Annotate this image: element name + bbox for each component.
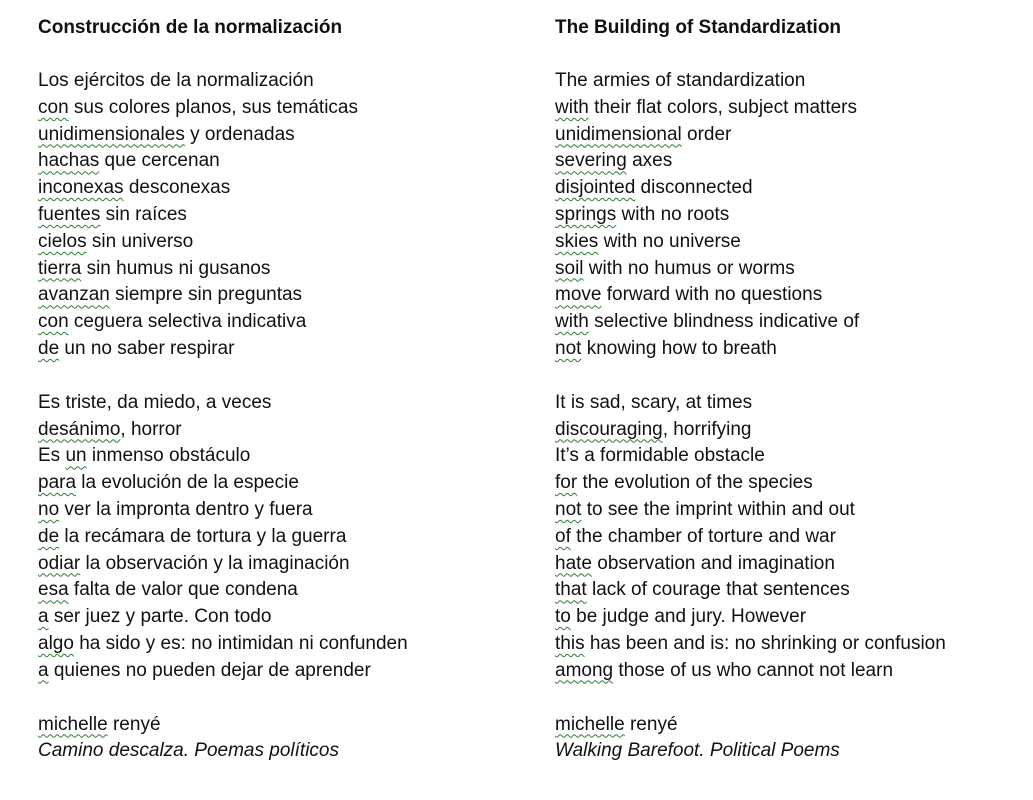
line-text: Los ejércitos de la normalización [38, 70, 314, 91]
line-text: , horrifying [662, 418, 752, 440]
poem-line [38, 148, 518, 175]
spellcheck-flagged-word: un [65, 445, 87, 467]
poem-line [555, 148, 1025, 175]
line-text: falta de valor que condena [68, 579, 298, 601]
line-text: It’s a formidable obstacle [555, 445, 765, 467]
line-text: Es triste, da miedo, a veces [38, 391, 272, 413]
spanish-signature [38, 712, 518, 766]
poem-line [38, 524, 518, 551]
english-stanza-2 [555, 390, 1025, 685]
author-first-name: michelle [555, 713, 625, 735]
author-last-name: renyé [624, 713, 678, 735]
spellcheck-flagged-word: with [555, 96, 589, 118]
spellcheck-flagged-word: de [38, 337, 60, 359]
english-poem-title: The Building of Standardization [555, 17, 842, 38]
line-text: sus colores planos, sus temáticas [68, 96, 358, 118]
spellcheck-flagged-word: a [38, 659, 49, 681]
poem-line [38, 282, 518, 309]
spanish-stanza-2 [38, 390, 518, 685]
line-text: quienes no pueden dejar de aprender [48, 659, 371, 681]
line-text: axes [626, 150, 673, 172]
poem-line [38, 577, 518, 604]
line-text: the evolution of the species [577, 472, 813, 494]
spellcheck-flagged-word: algo [38, 632, 74, 654]
spellcheck-flagged-word: not [555, 498, 582, 520]
poem-line [555, 68, 1025, 95]
spellcheck-flagged-word: not [555, 337, 582, 359]
spellcheck-flagged-word: desánimo [38, 418, 121, 440]
line-text: sin raíces [100, 203, 187, 225]
poem-line [555, 443, 1025, 470]
poem-line [555, 470, 1025, 497]
english-book-title: Walking Barefoot. Political Poems [555, 740, 840, 762]
line-text: with no universe [598, 230, 741, 252]
spellcheck-flagged-word: to [555, 606, 571, 628]
poem-line [555, 122, 1025, 149]
poem-line [555, 417, 1025, 444]
line-text: lack of courage that sentences [586, 579, 850, 601]
spellcheck-flagged-word: of [555, 525, 571, 547]
spellcheck-flagged-word: con [38, 96, 69, 118]
line-text: la evolución de la especie [76, 472, 299, 494]
line-text: que cercenan [99, 150, 220, 172]
line-text: forward with no questions [601, 284, 823, 306]
poem-line [555, 524, 1025, 551]
spellcheck-flagged-word: para [38, 472, 77, 494]
poem-line [38, 68, 518, 95]
spellcheck-flagged-word: a [38, 606, 49, 628]
line-text: those of us who cannot not learn [613, 659, 894, 681]
spellcheck-flagged-word: for [555, 472, 578, 494]
line-text: with no humus or worms [583, 257, 795, 279]
spanish-stanza-1 [38, 68, 518, 363]
line-text: ha sido y es: no intimidan ni confunden [73, 632, 408, 654]
spellcheck-flagged-word: disjointed [555, 177, 636, 199]
spellcheck-flagged-word: skies [555, 230, 599, 252]
poem-line [38, 417, 518, 444]
poem-line [38, 122, 518, 149]
poem-line [38, 551, 518, 578]
spellcheck-flagged-word: de [38, 525, 60, 547]
poem-line [38, 604, 518, 631]
line-text: ceguera selectiva indicativa [68, 311, 307, 333]
line-text: with no roots [616, 203, 730, 225]
spellcheck-flagged-word: avanzan [38, 284, 110, 306]
line-text: disconnected [635, 177, 753, 199]
spanish-poem-title: Construcción de la normalización [38, 17, 343, 38]
poem-line [38, 309, 518, 336]
poem-line [555, 229, 1025, 256]
poem-line [555, 256, 1025, 283]
spellcheck-flagged-word: cielos [38, 230, 87, 252]
spellcheck-flagged-word: odiar [38, 552, 81, 574]
spanish-author-line [38, 712, 518, 739]
line-text: has been and is: no shrinking or confusion [584, 632, 946, 654]
spellcheck-flagged-word: inconexas [38, 177, 124, 199]
poem-line [555, 282, 1025, 309]
line-text: order [681, 123, 732, 145]
spellcheck-flagged-word: unidimensional [555, 123, 682, 145]
line-text: y ordenadas [184, 123, 295, 145]
line-text: ser juez y parte. Con todo [48, 606, 272, 628]
english-poem-column [555, 14, 1025, 765]
line-text: siempre sin preguntas [109, 284, 303, 306]
line-text: sin universo [86, 230, 194, 252]
poem-line [555, 497, 1025, 524]
poem-line [555, 175, 1025, 202]
spanish-poem-column [38, 14, 518, 765]
spellcheck-flagged-word: fuentes [38, 203, 101, 225]
poem-line [38, 229, 518, 256]
author-first-name: michelle [38, 713, 108, 735]
poem-line [38, 202, 518, 229]
poem-line [555, 336, 1025, 363]
line-text: la observación y la imaginación [80, 552, 350, 574]
spellcheck-flagged-word: hachas [38, 150, 100, 172]
line-text: The armies of standardization [555, 70, 806, 91]
spellcheck-flagged-word: springs [555, 203, 617, 225]
poem-line [555, 95, 1025, 122]
spellcheck-flagged-word: severing [555, 150, 627, 172]
english-author-line [555, 712, 1025, 739]
line-text: ver la impronta dentro y fuera [59, 498, 313, 520]
poem-line [38, 390, 518, 417]
poem-line [555, 604, 1025, 631]
line-text: knowing how to breath [581, 337, 777, 359]
poem-line [38, 497, 518, 524]
english-stanza-1 [555, 68, 1025, 363]
poem-line [38, 175, 518, 202]
spellcheck-flagged-word: unidimensionales [38, 123, 185, 145]
poem-line [555, 390, 1025, 417]
line-text: , horror [120, 418, 182, 440]
spellcheck-flagged-word: among [555, 659, 614, 681]
line-text: observation and imagination [591, 552, 835, 574]
line-text: It is sad, scary, at times [555, 391, 753, 413]
spanish-book-title: Camino descalza. Poemas políticos [38, 740, 339, 762]
spellcheck-flagged-word: with [555, 311, 589, 333]
poem-line [38, 336, 518, 363]
poem-line [555, 577, 1025, 604]
line-text: sin humus ni gusanos [81, 257, 271, 279]
spellcheck-flagged-word: that [555, 579, 587, 601]
spellcheck-flagged-word: this [555, 632, 585, 654]
line-text: un no saber respirar [59, 337, 235, 359]
spellcheck-flagged-word: move [555, 284, 602, 306]
line-text: desconexas [123, 177, 231, 199]
poem-line [555, 658, 1025, 685]
line-text: the chamber of torture and war [570, 525, 836, 547]
spellcheck-flagged-word: soil [555, 257, 584, 279]
poem-line [555, 631, 1025, 658]
spellcheck-flagged-word: con [38, 311, 69, 333]
poem-line [38, 631, 518, 658]
line-text: inmenso obstáculo [86, 445, 251, 467]
author-last-name: renyé [107, 713, 161, 735]
spellcheck-flagged-word: discouraging [555, 418, 663, 440]
poem-line [555, 551, 1025, 578]
poem-line [38, 95, 518, 122]
spellcheck-flagged-word: esa [38, 579, 69, 601]
poem-line [555, 309, 1025, 336]
poem-line [38, 470, 518, 497]
english-signature [555, 712, 1025, 766]
poem-line [38, 256, 518, 283]
line-text: la recámara de tortura y la guerra [59, 525, 347, 547]
line-text: selective blindness indicative of [588, 311, 860, 333]
line-text: their flat colors, subject matters [588, 96, 858, 118]
spellcheck-flagged-word: no [38, 498, 60, 520]
line-text: be judge and jury. However [570, 606, 807, 628]
poem-line [38, 443, 518, 470]
spellcheck-flagged-word: tierra [38, 257, 82, 279]
line-text: to see the imprint within and out [581, 498, 855, 520]
poem-line [555, 202, 1025, 229]
poem-line [38, 658, 518, 685]
spellcheck-flagged-word: hate [555, 552, 592, 574]
line-prefix: Es [38, 445, 66, 467]
